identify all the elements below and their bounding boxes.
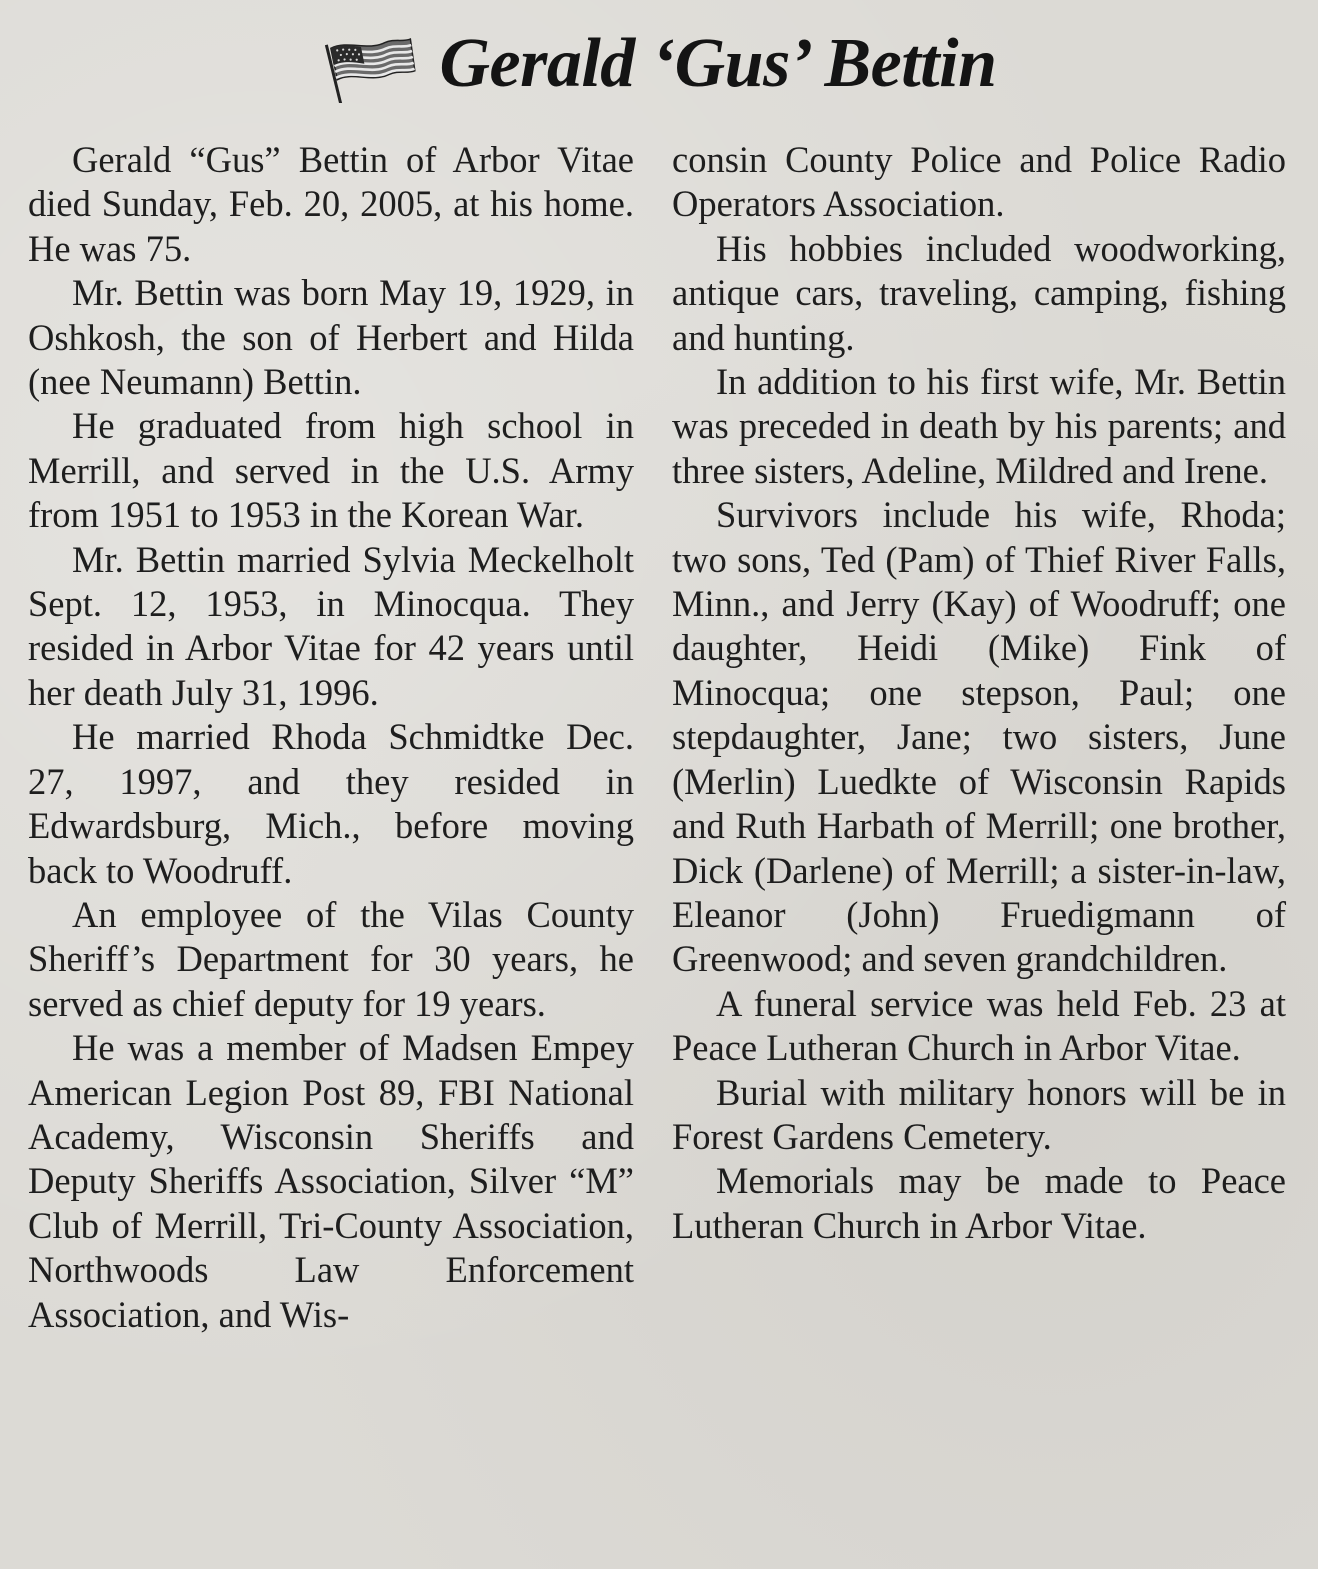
paragraph-funeral-service: A funeral service was held Feb. 23 at Peace Lutheran Church in Arbor Vitae. xyxy=(672,982,1286,1069)
paragraph-survivors: Survivors include his wife, Rhoda; two sons, Ted (Pam) of Thief River Falls, Minn., and Jerry (Kay) of Woodruff; one daughter, Heidi (Mike) Fink of Minocqua; one stepson, Paul; one stepdaughter, Jane; two sisters, June (Merlin) Luedkte of Wisconsin Rapids and Ruth Harbath of Merrill; one brother, Dick (Darlene) of Merrill; a sister-in-law, Eleanor (John) Fruedigmann of Greenwood; and seven grandchildren. xyxy=(672,494,1286,980)
obituary-title: Gerald ‘Gus’ Bettin xyxy=(439,25,997,102)
paragraph-burial: Burial with military honors will be in Forest Gardens Cemetery. xyxy=(672,1071,1286,1157)
paragraph-first-marriage: Mr. Bettin married Sylvia Meckelholt Sept. 12, 1953, in Minocqua. They resided in Arbor Vitae for 42 years until her death July 31, 1996. xyxy=(28,538,634,713)
left-column xyxy=(28,138,634,1337)
paragraph-memberships-continued: consin County Police and Police Radio Operators Association. xyxy=(672,139,1286,225)
paragraph-hobbies: His hobbies included woodworking, antique cars, traveling, camping, fishing and hunting. xyxy=(672,227,1286,358)
paragraph-death-notice: Gerald “Gus” Bettin of Arbor Vitae died Sunday, Feb. 20, 2005, at his home. He was 75. xyxy=(28,139,634,269)
right-column xyxy=(672,138,1286,1248)
headline-bar xyxy=(0,18,1318,110)
american-flag-icon xyxy=(322,33,418,103)
paragraph-preceded-in-death: In addition to his first wife, Mr. Bettin was preceded in death by his parents; and three sisters, Adeline, Mildred and Irene. xyxy=(672,361,1286,491)
paragraph-birth: Mr. Bettin was born May 19, 1929, in Oshkosh, the son of Herbert and Hilda (nee Neumann) Bettin. xyxy=(28,272,634,403)
paragraph-memorials: Memorials may be made to Peace Lutheran Church in Arbor Vitae. xyxy=(672,1160,1286,1246)
paragraph-memberships: He was a member of Madsen Empey American Legion Post 89, FBI National Academy, Wisconsin Sheriffs and Deputy Sheriffs Association, Silver “M” Club of Merrill, Tri-County Association, Northwoods Law Enforcement Association, and Wis- xyxy=(28,1027,634,1335)
paragraph-second-marriage: He married Rhoda Schmidtke Dec. 27, 1997, and they resided in Edwardsburg, Mich., before moving back to Woodruff. xyxy=(28,716,634,891)
paragraph-education-military: He graduated from high school in Merrill, and served in the U.S. Army from 1951 to 1953 in the Korean War. xyxy=(28,405,634,536)
paragraph-career: An employee of the Vilas County Sheriff’s Department for 30 years, he served as chief deputy for 19 years. xyxy=(28,893,634,1024)
